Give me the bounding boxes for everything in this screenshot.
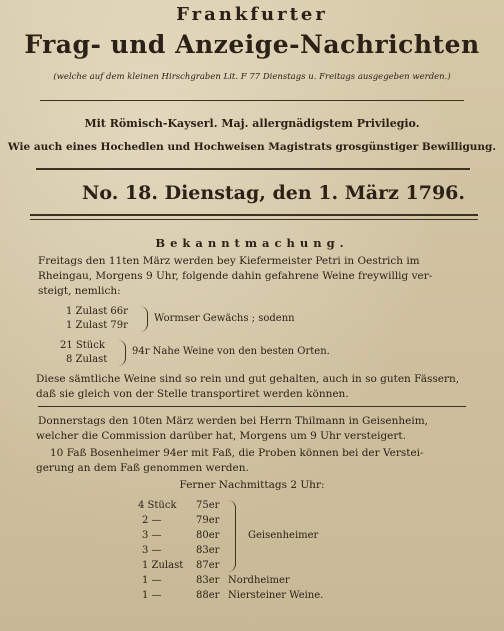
notice-para4-line: gerung an dem Faß genommen werden. [36, 462, 249, 474]
wine-year: 79er [196, 515, 220, 526]
notice-para1-line: Freitags den 11ten März werden bey Kiefermeister Petri in Oestrich im [38, 255, 420, 267]
masthead-title-line1: Frankfurter [176, 4, 328, 25]
lot-item: 21 Stück [60, 340, 105, 351]
lot-item: 8 Zulast [66, 354, 108, 365]
notice-para1-line: Rheingau, Morgens 9 Uhr, folgende dahin gefahrene Weine freywillig ver- [38, 270, 433, 282]
wine-year: 83er [196, 575, 220, 586]
wine-qty: 3 — [142, 530, 162, 541]
wine-year: 80er [196, 530, 220, 541]
notice-para2-line: Diese sämtliche Weine sind so rein und gut gehalten, auch in so guten Fässern, [36, 373, 460, 385]
notice-para3-line: welcher die Commission darüber hat, Morgens um 9 Uhr versteigert. [36, 430, 406, 442]
divider [30, 214, 478, 216]
wine-label: Geisenheimer [248, 530, 319, 541]
divider [38, 406, 466, 407]
masthead-title-line2: Frag- und Anzeige-Nachrichten [24, 30, 480, 59]
notice-para3-line: Donnerstags den 10ten März werden bei Herrn Thilmann in Geisenheim, [38, 415, 429, 427]
wine-year: 75er [196, 500, 220, 511]
notice-heading: Bekanntmachung. [155, 236, 349, 250]
notice-para4-line: 10 Faß Bosenheimer 94er mit Faß, die Proben können bei der Verstei- [50, 447, 424, 459]
brace [226, 500, 236, 572]
divider [30, 219, 478, 220]
wine-year: 83er [196, 545, 220, 556]
wine-year: 87er [196, 560, 220, 571]
wine-qty: 2 — [142, 515, 162, 526]
privilege-line2: Wie auch eines Hochedlen und Hochweisen Magistrats grosgünstiger Bewilligung. [7, 141, 497, 153]
issue-line: No. 18. Dienstag, den 1. März 1796. [82, 182, 466, 204]
wine-qty: 4 Stück [138, 500, 177, 511]
wine-qty: 1 Zulast [142, 560, 184, 571]
lot-label: Wormser Gewächs ; sodenn [154, 313, 295, 324]
brace [140, 306, 148, 332]
wine-qty: 1 — [142, 575, 162, 586]
divider [40, 100, 464, 101]
notice-para1-line: steigt, nemlich: [38, 285, 121, 297]
notice-para2-line: daß sie gleich von der Stelle transportiret werden können. [36, 388, 349, 400]
masthead-subtitle: (welche auf dem kleinen Hirschgraben Lit. F 77 Dienstags u. Freitags ausgegeben werden.) [53, 72, 451, 82]
wine-qty: 1 — [142, 590, 162, 601]
brace [118, 340, 126, 366]
divider [36, 168, 470, 170]
afternoon-line: Ferner Nachmittags 2 Uhr: [179, 479, 325, 491]
lot-item: 1 Zulast 79r [66, 320, 128, 331]
privilege-line1: Mit Römisch-Kayserl. Maj. allergnädigstem Privilegio. [84, 117, 420, 130]
wine-origin: Nordheimer [228, 575, 290, 586]
lot-label: 94r Nahe Weine von den besten Orten. [132, 346, 330, 357]
wine-year: 88er [196, 590, 220, 601]
wine-origin: Niersteiner Weine. [228, 590, 324, 601]
wine-qty: 3 — [142, 545, 162, 556]
lot-item: 1 Zulast 66r [66, 306, 128, 317]
